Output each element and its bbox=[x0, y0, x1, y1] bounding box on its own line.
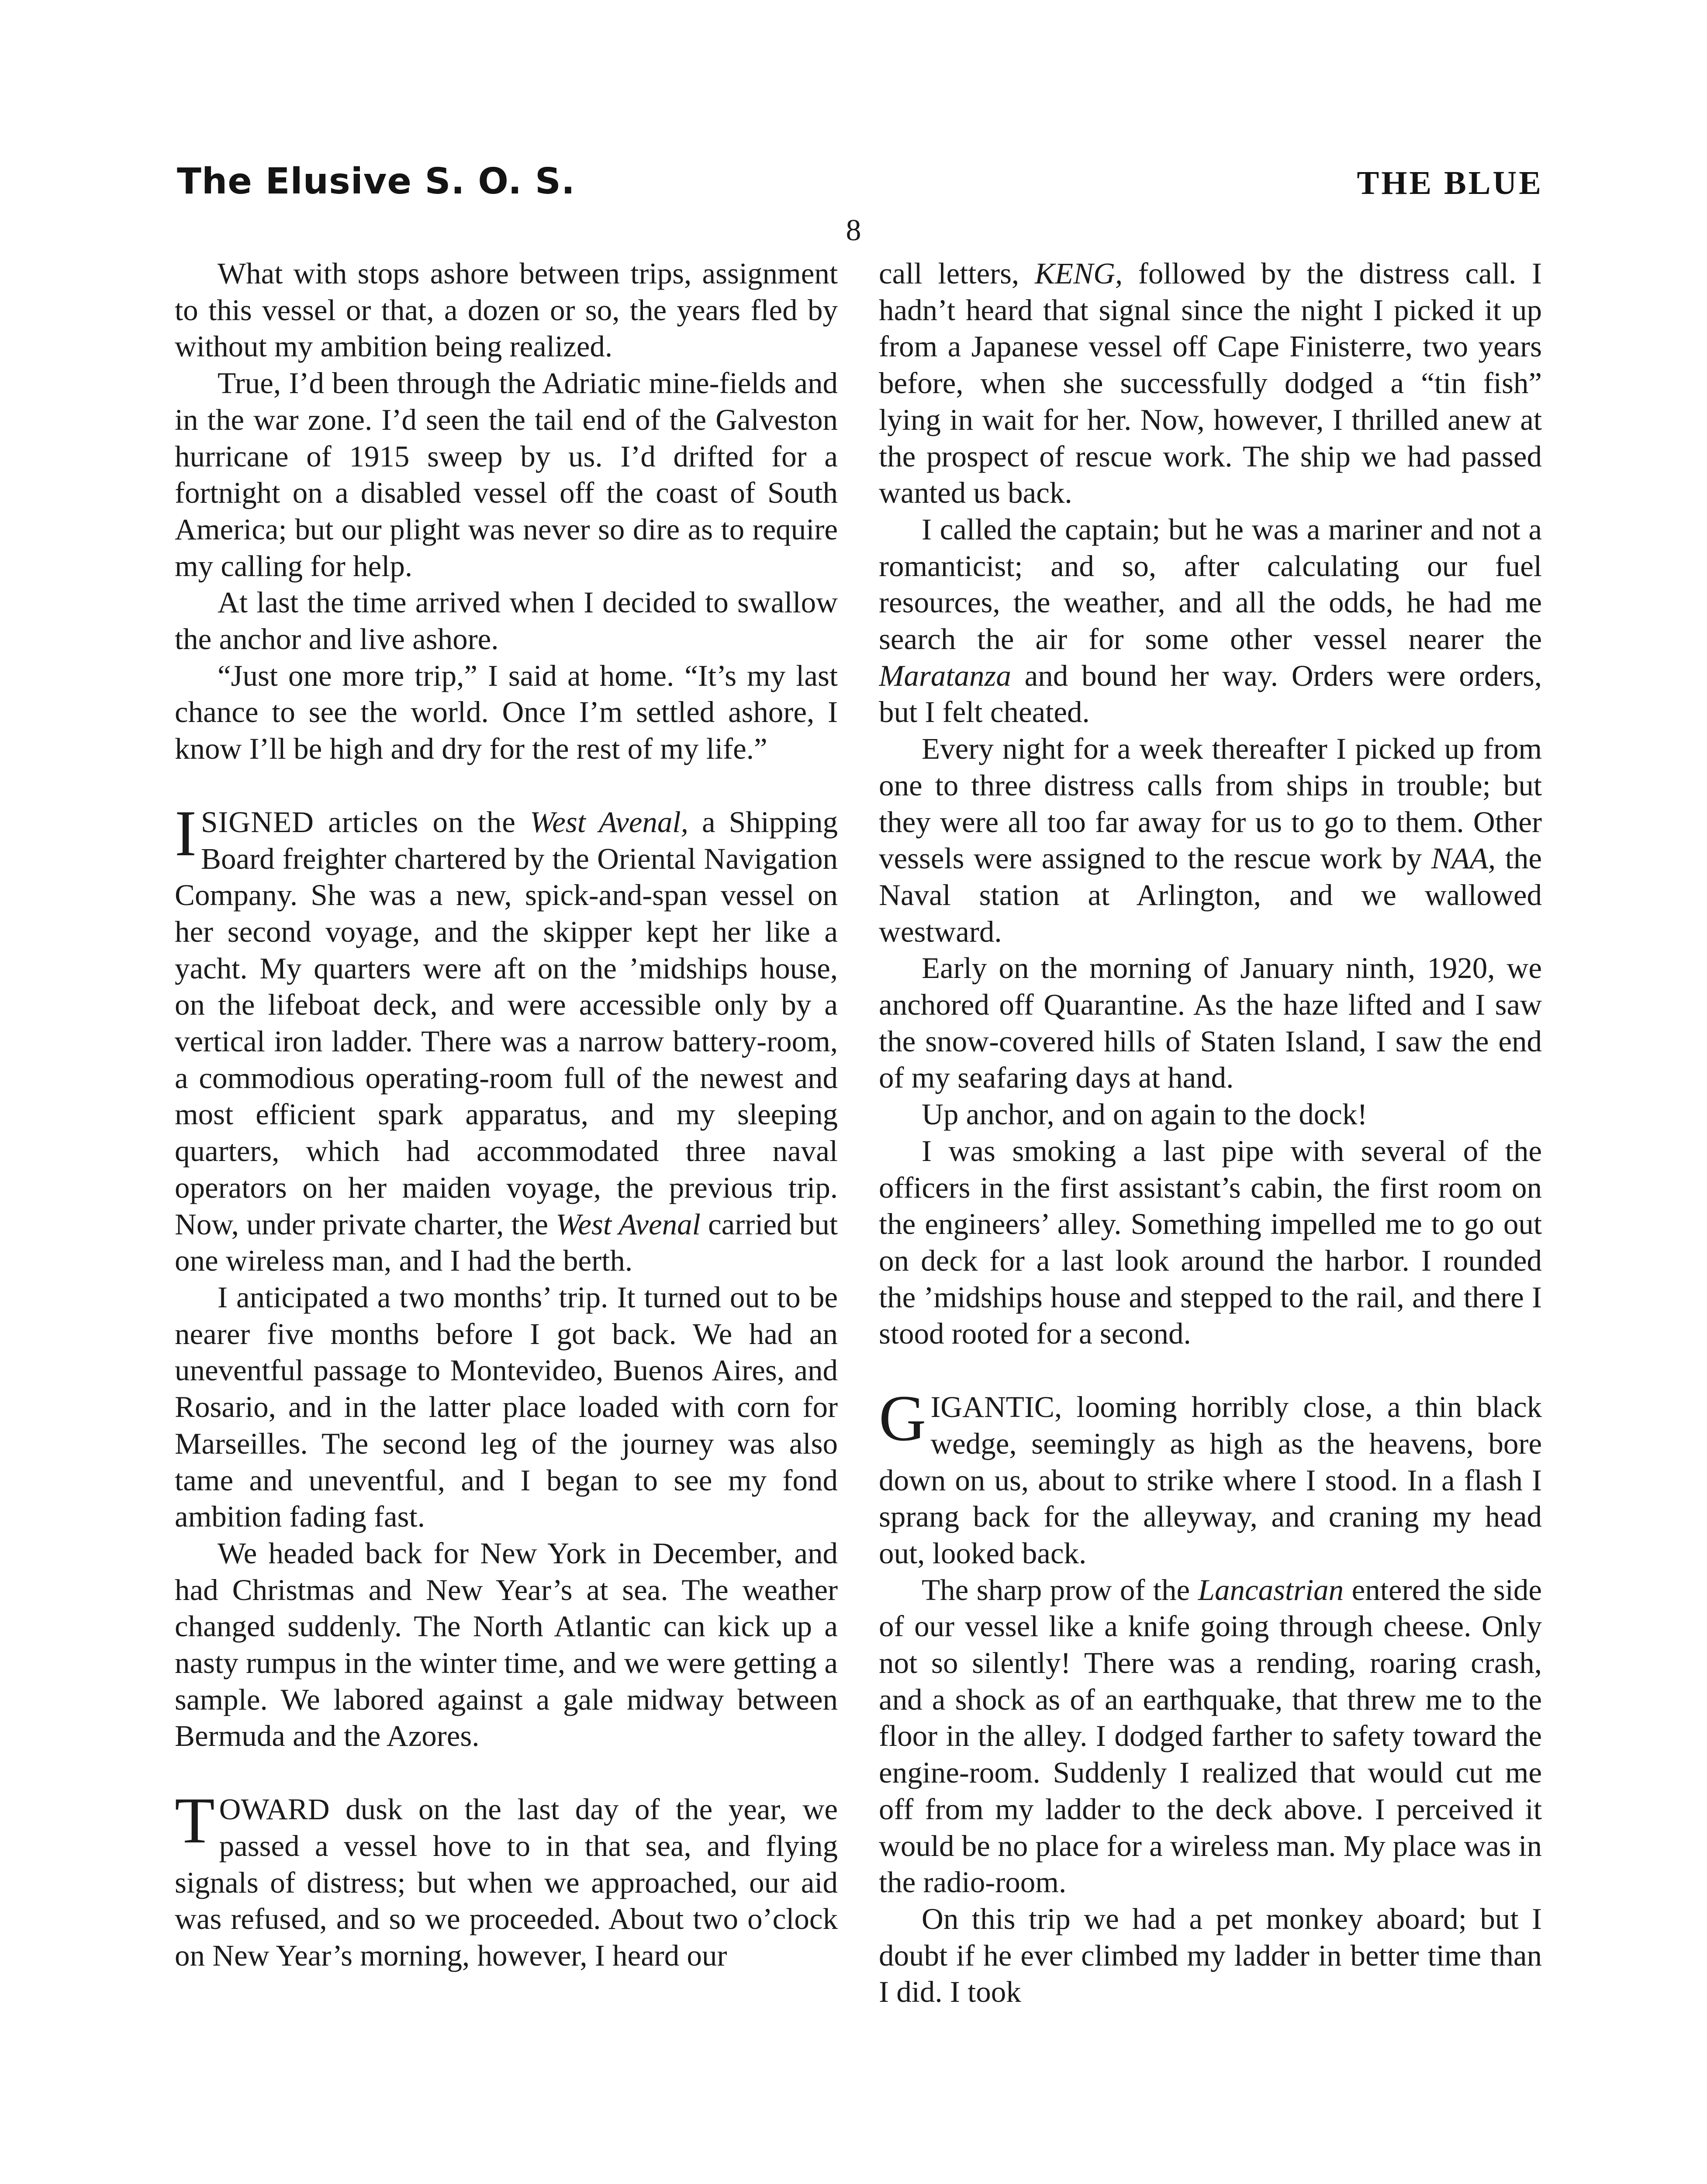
text-run: call letters, bbox=[879, 257, 1035, 290]
magazine-title: THE BLUE bbox=[1357, 165, 1543, 201]
section-paragraph bbox=[175, 797, 838, 1279]
station-call: NAA, bbox=[1431, 842, 1496, 875]
text-run: I called the captain; but he was a mariner and not a romanticist; and so, after calculating our fuel resources, the weather, and all the odds, he had me search the air for some other vessel nearer the bbox=[879, 512, 1542, 656]
text-run: the Naval station at Arlington, and we wallowed westward. bbox=[879, 842, 1542, 948]
section-lead-text: SIGNED articles on the bbox=[200, 805, 530, 839]
paragraph: We headed back for New York in December, and had Christmas and New Year’s at sea. The weather changed suddenly. The North Atlantic can kick up a nasty rumpus in the winter time, and we were getting a sample. We labored against a gale midway between Bermuda and the Azores. bbox=[175, 1536, 838, 1753]
text-run: followed by the distress call. I hadn’t heard that signal since the night I picked it up from a Japanese vessel off Cape Finisterre, two years before, when she successfully dodged a “tin fish” lying in wait for her. Now, however, I thrilled anew at the prospect of rescue work. The ship we had passed wanted us back. bbox=[879, 257, 1542, 510]
drop-cap: T bbox=[175, 1784, 215, 1857]
section-text: carried but one wireless man, and I had the berth. bbox=[175, 1207, 838, 1278]
paragraph bbox=[879, 731, 1542, 950]
paragraph: On this trip we had a pet monkey aboard; but I doubt if he ever climbed my ladder in better time than I did. I took bbox=[879, 1902, 1542, 2009]
paragraph: I was smoking a last pipe with several of the officers in the first assistant’s cabin, the first room on the engineers’ alley. Something impelled me to go out on deck for a last look around the harbor. I rounded the ’midships house and stepped to the rail, and there I stood rooted for a second. bbox=[879, 1134, 1542, 1351]
page-number: 8 bbox=[846, 214, 861, 247]
paragraph bbox=[879, 256, 1542, 511]
paragraph bbox=[879, 1572, 1542, 1901]
call-letters: KENG, bbox=[1034, 257, 1123, 290]
paragraph: Up anchor, and on again to the dock! bbox=[922, 1098, 1368, 1131]
article-title: The Elusive S. O. S. bbox=[177, 161, 576, 202]
section-text: OWARD dusk on the last day of the year, we passed a vessel hove to in that sea, and flying signals of distress; but when we approached, our aid was refused, and so we proceeded. About two o’clock on New Year’s morning, however, I heard our bbox=[175, 1793, 838, 1972]
paragraph: Early on the morning of January ninth, 1920, we anchored off Quarantine. As the haze lifted and I saw the snow-covered hills of Staten Island, I saw the end of my seafaring days at hand. bbox=[879, 951, 1542, 1095]
ship-name: West Avenal bbox=[556, 1207, 701, 1241]
ship-name: Lancastrian bbox=[1198, 1573, 1344, 1607]
drop-cap: G bbox=[879, 1382, 926, 1455]
ship-name: West Avenal, bbox=[530, 805, 688, 839]
text-run: The sharp prow of the bbox=[922, 1573, 1198, 1607]
text-run: entered the side of our vessel like a knife going through cheese. Only not so silently! There was a rending, roaring crash, and a shock as of an earthquake, that threw me to the floor in the alley. I dodged farther to safety toward the engine-room. Suddenly I realized that would cut me off from my ladder to the deck above. I perceived it would be no place for a wireless man. My place was in the radio-room. bbox=[879, 1573, 1542, 1899]
section-paragraph bbox=[175, 1784, 838, 1974]
paragraph: “Just one more trip,” I said at home. “It’s my last chance to see the world. Once I’m settled ashore, I know I’ll be high and dry for the rest of my life.” bbox=[175, 659, 838, 766]
paragraph bbox=[879, 511, 1542, 731]
text-run: Every night for a week thereafter I picked up from one to three distress calls from ships in trouble; but they were all too far away for us to go to them. Other vessels were assigned to the rescue work by bbox=[879, 732, 1542, 875]
section-text: a Shipping Board freighter chartered by the Oriental Navigation Company. She was a new, spick-and-span vessel on her second voyage, and the skipper kept her like a yacht. My quarters were aft on the ’midships house, on the lifeboat deck, and were accessible only by a vertical iron ladder. There was a narrow battery-room, a commodious operating-room full of the newest and most efficient spark apparatus, and my sleeping quarters, which had accommodated three naval operators on her maiden voyage, the previous trip. Now, under private charter, the bbox=[175, 805, 838, 1241]
right-column bbox=[879, 256, 1542, 2184]
section-text: IGANTIC, looming horribly close, a thin black wedge, seemingly as high as the heavens, bore down on us, about to strike where I stood. In a flash I sprang back for the alleyway, and craning my head out, looked back. bbox=[879, 1390, 1542, 1570]
ship-name: Maratanza bbox=[879, 659, 1011, 692]
text-run: and bound her way. Orders were orders, but I felt cheated. bbox=[879, 659, 1542, 729]
paragraph: At last the time arrived when I decided to swallow the anchor and live ashore. bbox=[175, 586, 838, 656]
paragraph: What with stops ashore between trips, assignment to this vessel or that, a dozen or so, the years fled by without my ambition being realized. bbox=[175, 257, 838, 363]
drop-cap: I bbox=[175, 797, 197, 870]
paragraph: True, I’d been through the Adriatic mine-fields and in the war zone. I’d seen the tail end of the Galveston hurricane of 1915 sweep by us. I’d drifted for a fortnight on a disabled vessel off the coast of South America; but our plight was never so dire as to require my calling for help. bbox=[175, 366, 838, 583]
section-paragraph bbox=[879, 1382, 1542, 1572]
left-column bbox=[175, 256, 838, 2184]
paragraph: I anticipated a two months’ trip. It turned out to be nearer five months before I got back. We had an uneventful passage to Montevideo, Buenos Aires, and Rosario, and in the latter place loaded with corn for Marseilles. The second leg of the journey was also tame and uneventful, and I began to see my fond ambition fading fast. bbox=[175, 1280, 838, 1534]
